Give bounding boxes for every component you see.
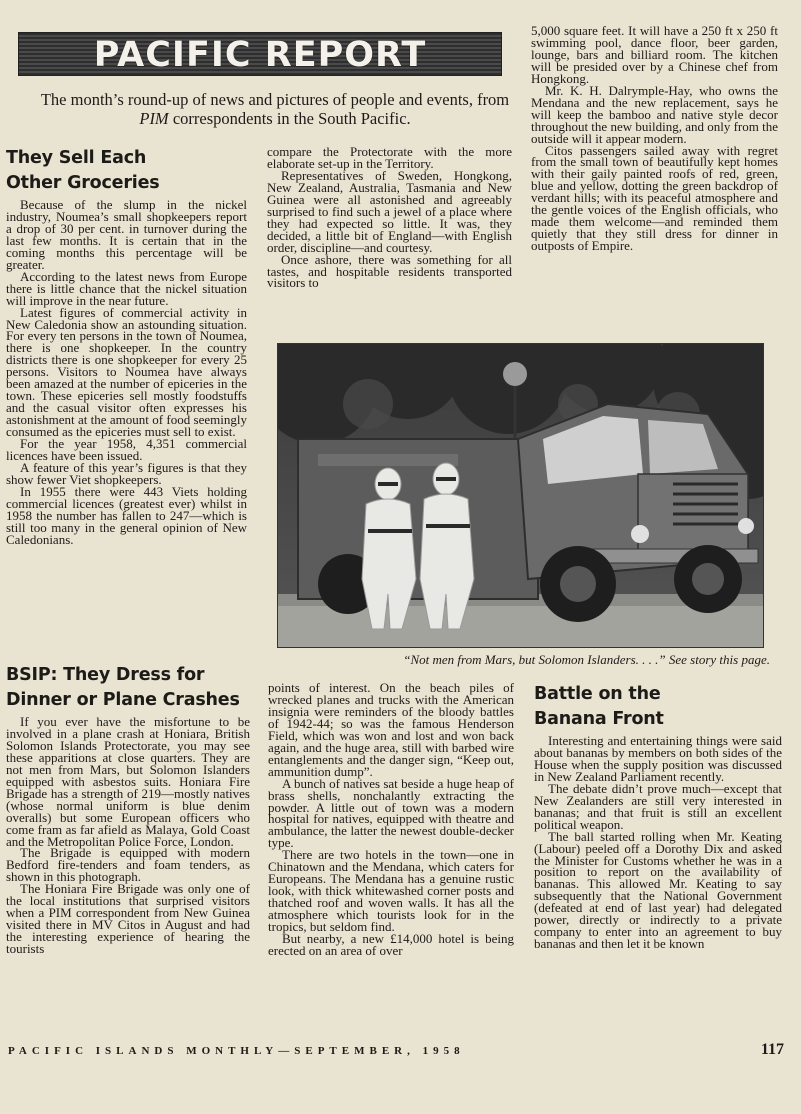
paragraph: A feature of this year’s figures is that they show fewer Viet shopkeepers.	[6, 459, 247, 487]
photo-fire-brigade	[277, 343, 764, 648]
paragraph: For the year 1958, 4,351 commercial licences have been issued.	[6, 436, 247, 464]
masthead-title: PACIFIC REPORT	[93, 35, 427, 75]
intro-post: correspondents in the South Pacific.	[168, 109, 411, 128]
paragraph: The ball started rolling when Mr. Keating (Labour) peeled off a Dorothy Dix and asked the Minister for Customs whether he was in a position to report on the availability of bananas. This allowed Mr. Keating to say subsequently that the National Government (defeated at end of last year) had delegated power, directly or indirectly to a private company to enter into an agreement to buy bananas and then let it be known	[534, 828, 782, 952]
article-bsip-column2	[268, 682, 514, 957]
paragraph: The debate didn’t prove much—except that New Zealanders are still very interested in bananas; and that fruit is still an excellent political weapon.	[534, 780, 782, 832]
paragraph: Citos passengers sailed away with regret from the small town of beautifully kept homes with their gaily painted roofs of red, green, blue and yellow, dotting the green backdrop of verdant hills; with its peaceful atmosphere and the gentle voices of the English officials, who made them welcome—and reminded them quietly that they still dress for dinner in outposts of Empire.	[531, 142, 778, 254]
paragraph: Mr. K. H. Dalrymple-Hay, who owns the Mendana and the new replacement, says he will keep the bamboo and native style decor throughout the new building, and only from the outside will it appear modern.	[531, 82, 778, 146]
article-banana	[534, 682, 782, 950]
headline-banana-line1: Battle on the	[534, 684, 661, 704]
photo-caption: “Not men from Mars, but Solomon Islanders. . . .” See story this page.	[403, 652, 770, 667]
paragraph: compare the Protectorate with the more elaborate set-up in the Territory.	[267, 144, 512, 171]
article-groceries	[6, 146, 247, 546]
fire-truck-illustration	[278, 344, 764, 648]
intro-text	[40, 90, 510, 128]
paragraph: Representatives of Sweden, Hongkong, New Zealand, Australia, Tasmania and New Guinea were all astonished and agreeably surprised to find such a jewel of a place where they had expected so little. It was, they decided, a little bit of England—with English order, discipline—and courtesy.	[267, 167, 512, 255]
paragraph: There are two hotels in the town—one in Chinatown and the Mendana, which caters for Europeans. The Mendana has a genuine rustic look, with thick whitewashed corner posts and thatched roof and woven walls. It has all the atmosphere which tourists look for in the tropics, but seldom find.	[268, 847, 514, 935]
headline-bsip-line2: Dinner or Plane Crashes	[6, 690, 240, 710]
paragraph: According to the latest news from Europe there is little chance that the nickel situation will improve in the near future.	[6, 268, 247, 308]
page-number: 117	[760, 1041, 784, 1058]
article-bsip	[6, 663, 250, 955]
paragraph: Because of the slump in the nickel industry, Noumea’s small shopkeepers report a drop of 30 per cent. in turnover during the last few months. It is certain that in the coming months this percentage will be greater.	[6, 197, 247, 272]
paragraph: Latest figures of commercial activity in New Caledonia show an astounding situation. For every ten persons in the town of Noumea, there is one shopkeeper. In the country districts there is one shopkeeper for every 25 persons. Visitors to Noumea have always been amazed at the number of epiceries in the town. These epiceries sell mostly foodstuffs and the casual visitor often expresses his astonishment at the amount of food seemingly consumed as the epiceries must sell to exist.	[6, 304, 247, 440]
headline-banana-line2: Banana Front	[534, 709, 664, 729]
paragraph: 5,000 square feet. It will have a 250 ft x 250 ft swimming pool, dance floor, beer garden, lounge, bars and billiard room. The kitchen will be presided over by a Chinese chef from Hongkong.	[531, 23, 778, 86]
masthead-banner	[18, 32, 502, 76]
paragraph: The Brigade is equipped with modern Bedford fire-tenders and foam tenders, as shown in this photograph.	[6, 845, 250, 885]
footer-publication: PACIFIC ISLANDS MONTHLY—SEPTEMBER, 1958	[8, 1045, 465, 1057]
paragraph: In 1955 there were 443 Viets holding commercial licences (greatest ever) whilst in 1958 the number has fallen to 247—which is still too many in the general opinion of New Caledonians.	[6, 483, 247, 547]
paragraph: Interesting and entertaining things were said about bananas by members on both sides of the House when the supply position was discussed in New Zealand Parliament recently.	[534, 733, 782, 784]
paragraph: A bunch of natives sat beside a huge heap of brass shells, nonchalantly extracting the powder. A little out of town was a modern hospital for natives, equipped with theatre and ambulance, the latter the newest double-decker type.	[268, 775, 514, 851]
paragraph: points of interest. On the beach piles of wrecked planes and trucks with the American insignia were reminders of the bloody battles of 1942-44; so was the famous Henderson Field, which was won and lost and won back again, and the huge area, still with barbed wire entanglements and the danger sign, “Keep out, ammunition dump”.	[268, 680, 514, 779]
intro-publication: PIM	[139, 109, 169, 128]
headline-groceries-line1: They Sell Each	[6, 148, 147, 168]
paragraph: But nearby, a new £14,000 hotel is being erected on an area of over	[268, 931, 514, 958]
paragraph: If you ever have the misfortune to be involved in a plane crash at Honiara, British Solomon Islands Protectorate, you may see these apparitions at close quarters. They are not men from Mars, but Solomon Islanders equipped with asbestos suits. Honiara Fire Brigade has a strength of 219—mostly natives (whose normal uniform is blue denim overalls) but some European officers who come fram as far afield as Malaya, Gold Coast and the Metropolitan Police Force, London.	[6, 714, 250, 849]
paragraph: The Honiara Fire Brigade was only one of the local institutions that surprised visitors when a PIM correspondent from New Guinea visited there in MV Citos in August and had the interesting experience of hearing the tourists	[6, 881, 250, 957]
headline-groceries-line2: Other Groceries	[6, 173, 160, 193]
page-footer	[8, 1043, 784, 1061]
article-bsip-continued-top	[267, 146, 512, 289]
paragraph: Once ashore, there was something for all tastes, and hospitable residents transported visitors to	[267, 251, 512, 291]
headline-bsip-line1: BSIP: They Dress for	[6, 665, 205, 685]
article-hotel-continued	[531, 25, 778, 252]
intro-pre: The month’s round-up of news and pictures of people and events, from	[40, 90, 510, 109]
